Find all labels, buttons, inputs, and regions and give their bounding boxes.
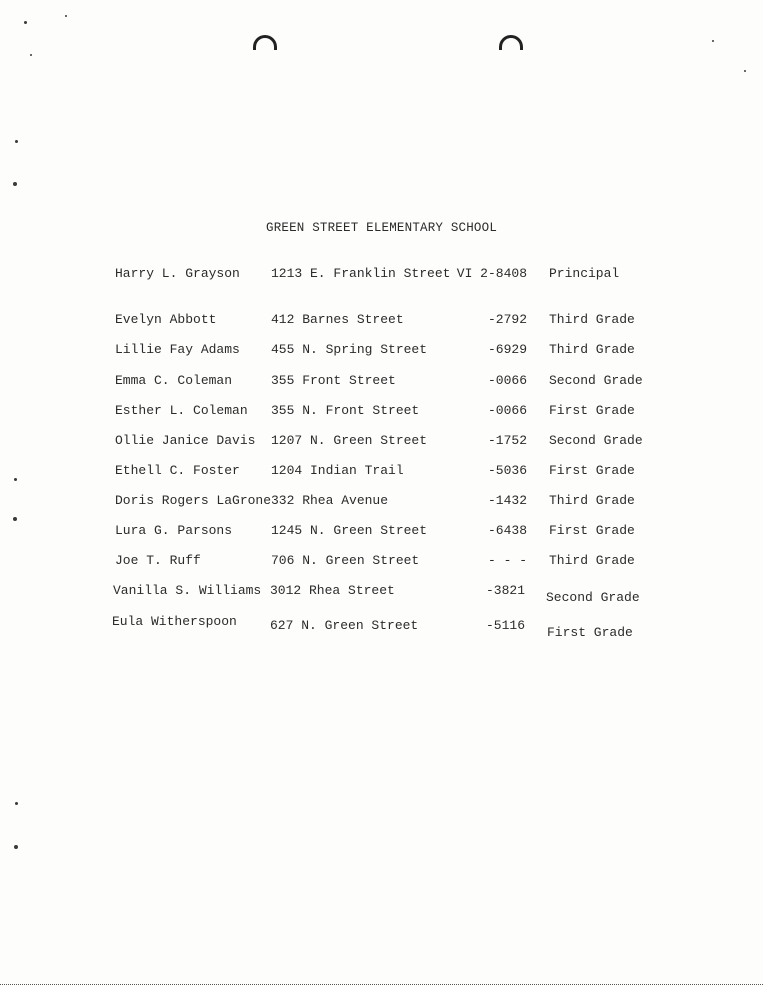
scan-speck bbox=[712, 40, 714, 42]
staff-row bbox=[0, 583, 763, 603]
staff-name: Ollie Janice Davis bbox=[115, 433, 256, 448]
staff-phone: -1752 bbox=[487, 433, 527, 448]
staff-name: Lura G. Parsons bbox=[115, 523, 233, 538]
staff-row bbox=[0, 614, 763, 640]
scan-speck bbox=[14, 845, 18, 849]
scan-speck bbox=[13, 182, 17, 186]
binder-punch-mark bbox=[253, 35, 277, 50]
staff-row-principal bbox=[0, 266, 763, 286]
staff-name: Joe T. Ruff bbox=[115, 553, 201, 568]
staff-role: Third Grade bbox=[549, 342, 635, 357]
staff-phone: -5036 bbox=[487, 463, 527, 478]
staff-phone: VI 2-8408 bbox=[456, 266, 527, 281]
staff-role: First Grade bbox=[549, 463, 635, 478]
staff-name: Esther L. Coleman bbox=[115, 403, 248, 418]
scan-speck bbox=[65, 15, 67, 17]
staff-address: 412 Barnes Street bbox=[271, 312, 404, 327]
scan-speck bbox=[15, 802, 18, 805]
staff-row bbox=[0, 493, 763, 513]
staff-address: 627 N. Green Street bbox=[270, 618, 419, 633]
scan-speck bbox=[24, 21, 27, 24]
staff-name: Lillie Fay Adams bbox=[115, 342, 240, 357]
staff-role: First Grade bbox=[547, 625, 633, 640]
binder-punch-mark bbox=[499, 35, 523, 50]
staff-name: Ethell C. Foster bbox=[115, 463, 240, 478]
staff-phone: -5116 bbox=[485, 618, 525, 633]
staff-name: Vanilla S. Williams bbox=[113, 583, 262, 598]
staff-role: Third Grade bbox=[549, 493, 635, 508]
staff-phone: -6438 bbox=[487, 523, 527, 538]
staff-role: Second Grade bbox=[549, 433, 643, 448]
staff-row bbox=[0, 373, 763, 393]
staff-phone: -2792 bbox=[487, 312, 527, 327]
staff-row bbox=[0, 463, 763, 483]
staff-phone: -6929 bbox=[487, 342, 527, 357]
staff-row bbox=[0, 553, 763, 573]
staff-row bbox=[0, 342, 763, 362]
staff-name: Harry L. Grayson bbox=[115, 266, 240, 281]
scan-speck bbox=[744, 70, 746, 72]
staff-row bbox=[0, 523, 763, 543]
staff-role: Second Grade bbox=[549, 373, 643, 388]
staff-name: Eula Witherspoon bbox=[112, 614, 237, 629]
scan-speck bbox=[13, 517, 17, 521]
staff-address: 1213 E. Franklin Street bbox=[271, 266, 451, 281]
staff-address: 1245 N. Green Street bbox=[271, 523, 428, 538]
staff-name: Emma C. Coleman bbox=[115, 373, 233, 388]
staff-name: Evelyn Abbott bbox=[115, 312, 217, 327]
staff-role: Third Grade bbox=[549, 312, 635, 327]
staff-phone: -0066 bbox=[487, 403, 527, 418]
bottom-edge-line bbox=[0, 984, 763, 986]
staff-address: 332 Rhea Avenue bbox=[271, 493, 389, 508]
staff-address: 706 N. Green Street bbox=[271, 553, 420, 568]
document-title: GREEN STREET ELEMENTARY SCHOOL bbox=[266, 221, 498, 235]
staff-address: 355 Front Street bbox=[271, 373, 396, 388]
staff-role: Principal bbox=[549, 266, 620, 281]
scan-speck bbox=[30, 54, 32, 56]
staff-role: Third Grade bbox=[549, 553, 635, 568]
staff-phone: -1432 bbox=[487, 493, 527, 508]
staff-role: First Grade bbox=[549, 403, 635, 418]
staff-row bbox=[0, 312, 763, 332]
staff-name: Doris Rogers LaGrone bbox=[115, 493, 272, 508]
scan-speck bbox=[15, 140, 18, 143]
staff-role: First Grade bbox=[549, 523, 635, 538]
staff-address: 355 N. Front Street bbox=[271, 403, 420, 418]
staff-row bbox=[0, 433, 763, 453]
staff-row bbox=[0, 403, 763, 423]
staff-address: 3012 Rhea Street bbox=[270, 583, 395, 598]
staff-address: 1204 Indian Trail bbox=[271, 463, 404, 478]
staff-address: 455 N. Spring Street bbox=[271, 342, 428, 357]
staff-phone: -3821 bbox=[485, 583, 525, 598]
staff-phone: - - - bbox=[487, 553, 527, 568]
staff-address: 1207 N. Green Street bbox=[271, 433, 428, 448]
staff-phone: -0066 bbox=[487, 373, 527, 388]
staff-role: Second Grade bbox=[546, 590, 640, 605]
